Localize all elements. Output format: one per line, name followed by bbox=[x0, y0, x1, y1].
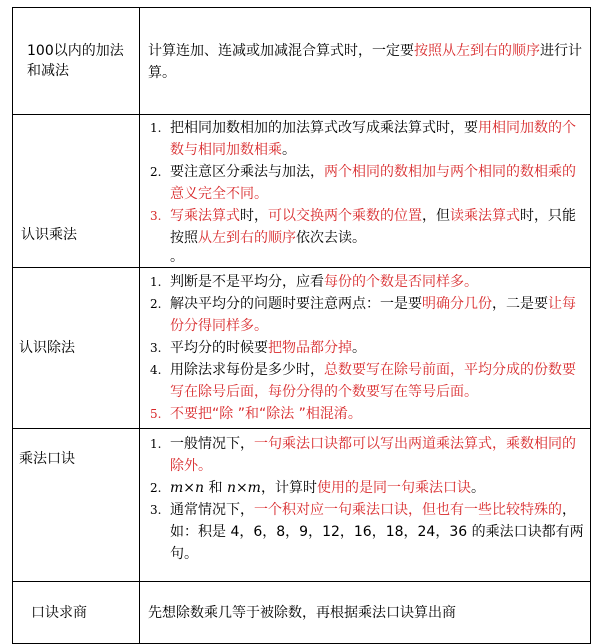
content-text bbox=[148, 40, 582, 84]
list-item bbox=[144, 337, 584, 359]
table-row-division bbox=[13, 268, 591, 429]
body-text: 时， bbox=[240, 208, 268, 224]
content-cell bbox=[140, 429, 591, 582]
variable-text: n×m bbox=[226, 480, 261, 496]
topic-label: 认识除法 bbox=[19, 340, 75, 356]
table-row-addition bbox=[13, 8, 591, 115]
item-list bbox=[144, 271, 584, 425]
body-text: 进行计算。 bbox=[148, 43, 582, 81]
topic-label: 100以内的加法和减法 bbox=[27, 43, 124, 79]
highlight-text: 按照从左到右的顺序 bbox=[414, 43, 540, 59]
topic-cell bbox=[13, 8, 140, 115]
body-text: 平均分的时候要 bbox=[170, 340, 268, 356]
table-row-multiplication bbox=[13, 115, 591, 268]
body-text: ，计算时 bbox=[260, 480, 317, 496]
list-item bbox=[144, 359, 584, 403]
highlight-text: 用相同加数的个数与相同加数相乘 bbox=[170, 120, 576, 158]
topic-label: 认识乘法 bbox=[21, 227, 77, 243]
body-text: 把相同加数相加的加法算式改写成乘法算式时，要 bbox=[170, 120, 478, 136]
knowledge-table bbox=[12, 7, 591, 644]
topic-cell bbox=[13, 268, 140, 429]
highlight-text: 明确分几份 bbox=[422, 296, 492, 312]
body-text: ，但 bbox=[422, 208, 450, 224]
body-text: 和 bbox=[204, 480, 227, 496]
highlight-text: 一句乘法口诀都可以写出两道乘法算式，乘数相同的除外。 bbox=[170, 436, 576, 474]
list-item bbox=[144, 433, 584, 477]
body-text: 。 bbox=[352, 340, 366, 356]
highlight-text: 可以交换两个乘数的位置 bbox=[268, 208, 422, 224]
highlight-text: 不要把“除 ”和“除法 ”相混淆。 bbox=[170, 406, 362, 422]
content-cell bbox=[140, 582, 591, 644]
list-item bbox=[144, 293, 584, 337]
highlight-text: 读乘法算式 bbox=[450, 208, 520, 224]
content-text bbox=[148, 602, 582, 624]
topic-cell bbox=[13, 429, 140, 582]
body-text: 时，只能按照 bbox=[170, 208, 576, 246]
item-number: 3. bbox=[150, 209, 162, 223]
highlight-text: 总数要写在除号前面，平均分成的份数要写在除号后面，每份分得的个数要写在等号后面。 bbox=[170, 362, 576, 400]
topic-cell bbox=[13, 115, 140, 268]
item-number: 2. bbox=[150, 165, 162, 179]
list-item bbox=[144, 403, 584, 425]
body-text: 判断是不是平均分，应看 bbox=[170, 274, 324, 290]
body-text: 先想除数乘几等于被除数，再根据乘法口诀算出商 bbox=[148, 604, 456, 621]
body-text: ，如：积是 4，6，8，9，12，16，18，24，36 的乘法口诀都有两句。 bbox=[170, 502, 584, 562]
item-number: 3. bbox=[150, 341, 162, 355]
trailing-mark: 。 bbox=[170, 249, 184, 265]
body-text: 一般情况下， bbox=[170, 436, 254, 452]
highlight-text: 把物品都分掉 bbox=[268, 340, 352, 356]
list-item bbox=[144, 117, 584, 161]
item-list bbox=[144, 117, 584, 249]
content-cell bbox=[140, 268, 591, 429]
topic-label: 口诀求商 bbox=[31, 604, 87, 621]
highlight-text: 从左到右的顺序 bbox=[198, 230, 296, 246]
list-item bbox=[144, 161, 584, 205]
table-row-multiplication-table bbox=[13, 429, 591, 582]
body-text: ，二是要 bbox=[492, 296, 548, 312]
body-text: 用除法求每份是多少时， bbox=[170, 362, 324, 378]
list-item bbox=[144, 205, 584, 249]
highlight-text: 一个积对应一句乘法口诀，但也有一些比较特殊的 bbox=[254, 502, 562, 518]
list-item bbox=[144, 271, 584, 293]
highlight-text: 每份的个数是否同样多。 bbox=[324, 274, 478, 290]
body-text: 解决平均分的问题时要注意两点：一是要 bbox=[170, 296, 422, 312]
highlight-text: 写乘法算式 bbox=[170, 208, 240, 224]
item-number: 5. bbox=[150, 407, 162, 421]
variable-text: m×n bbox=[170, 480, 205, 496]
item-number: 1. bbox=[150, 437, 162, 451]
body-text: 通常情况下， bbox=[170, 502, 254, 518]
item-number: 1. bbox=[150, 275, 162, 289]
list-item bbox=[144, 499, 584, 565]
body-text: 。 bbox=[470, 480, 485, 496]
topic-label: 乘法口诀 bbox=[19, 451, 75, 467]
item-number: 2. bbox=[150, 481, 162, 495]
content-cell bbox=[140, 115, 591, 268]
table-row-quotient bbox=[13, 582, 591, 644]
item-list bbox=[144, 433, 584, 565]
item-number: 1. bbox=[150, 121, 162, 135]
body-text: 要注意区分乘法与加法， bbox=[170, 164, 324, 180]
content-cell bbox=[140, 8, 591, 115]
body-text: 。 bbox=[282, 142, 296, 158]
highlight-text: 两个相同的数相加与两个相同的数相乘的意义完全不同。 bbox=[170, 164, 576, 202]
body-text: 计算连加、连减或加减混合算式时，一定要 bbox=[148, 43, 414, 59]
body-text: 依次去读。 bbox=[296, 230, 366, 246]
item-number: 3. bbox=[150, 503, 162, 517]
highlight-text: 让每份分得同样多。 bbox=[170, 296, 576, 334]
highlight-text: 使用的是同一句乘法口诀 bbox=[316, 480, 471, 496]
topic-cell bbox=[13, 582, 140, 644]
item-number: 4. bbox=[150, 363, 162, 377]
item-number: 2. bbox=[150, 297, 162, 311]
list-item bbox=[144, 477, 584, 499]
